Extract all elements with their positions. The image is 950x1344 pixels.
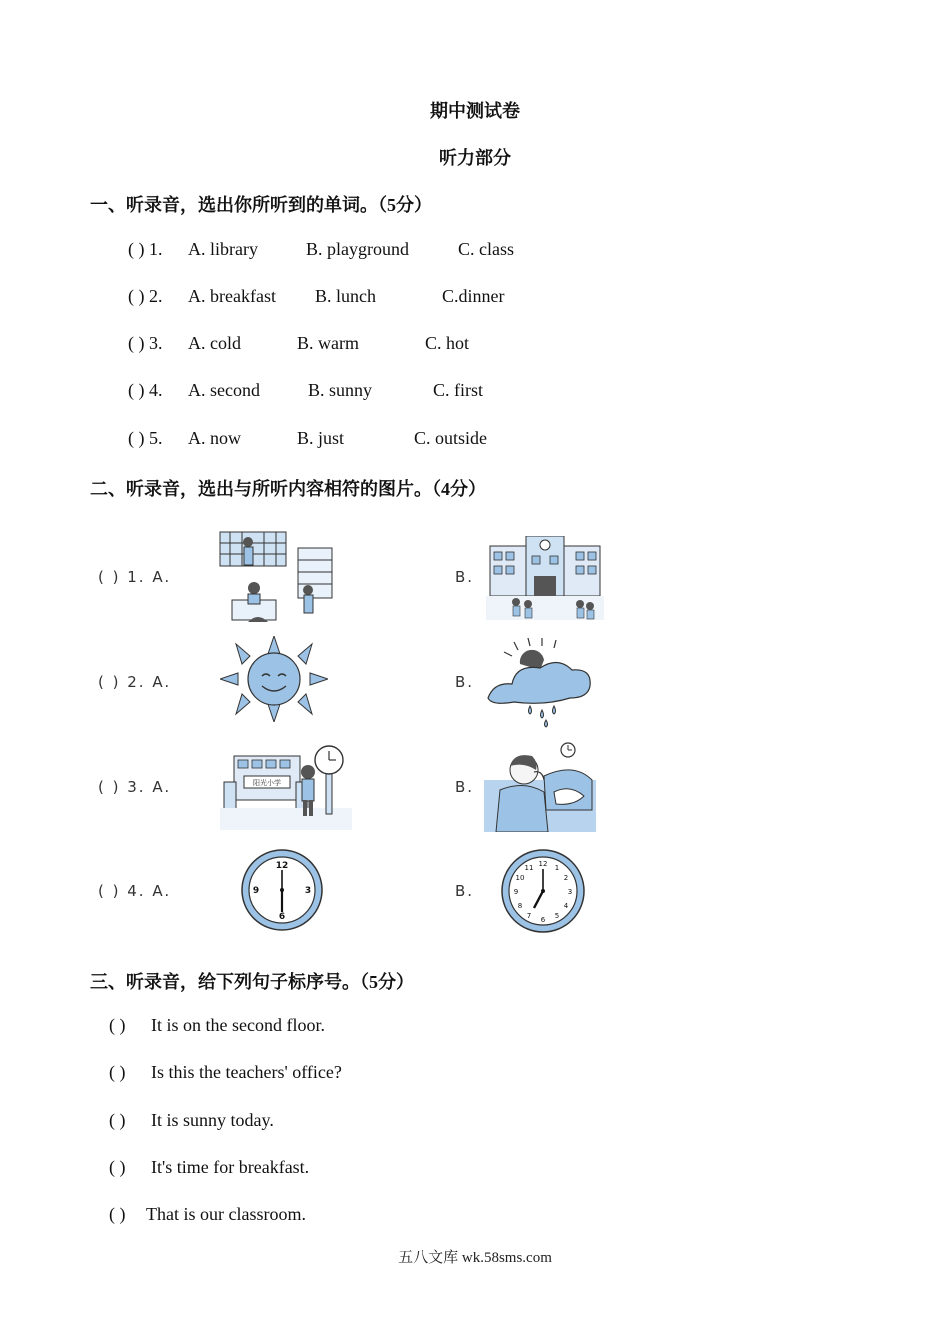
school-gate-image <box>220 742 352 830</box>
clock-number: 11 <box>524 864 534 872</box>
list-item <box>128 380 484 401</box>
item-number: ( ) 4. <box>128 380 163 400</box>
answer-paren: ( ) <box>109 1157 126 1177</box>
gate-sign: 阳光小学 <box>253 779 281 787</box>
option-a: A. second <box>188 380 260 400</box>
library-image <box>218 530 336 622</box>
option-a: A. now <box>188 428 241 448</box>
answer-paren: ( ) <box>109 1204 126 1224</box>
list-item <box>109 1204 306 1225</box>
list-item <box>128 428 488 449</box>
list-item <box>109 1062 342 1083</box>
option-b: B. just <box>297 428 345 448</box>
option-a: A. library <box>188 239 258 259</box>
picture-row-b-label: B. <box>455 568 475 586</box>
boy-waking-image <box>484 740 596 832</box>
picture-row-label: ( ) 4. A. <box>98 882 172 900</box>
clock-number: 3 <box>304 886 312 896</box>
option-b: B. warm <box>297 333 359 353</box>
answer-paren: ( ) <box>109 1015 126 1035</box>
clock-number: 6 <box>278 912 286 922</box>
clock-number: 9 <box>513 888 519 896</box>
picture-row-label: ( ) 1. A. <box>98 568 172 586</box>
clock-number: 10 <box>515 874 525 882</box>
clock-six-image <box>240 848 324 932</box>
clock-number: 7 <box>526 912 532 920</box>
sun-image <box>220 636 328 722</box>
clock-number: 2 <box>563 874 569 882</box>
picture-row-label: ( ) 3. A. <box>98 778 172 796</box>
clock-number: 1 <box>554 864 560 872</box>
sentence-text: It's time for breakfast. <box>151 1157 310 1177</box>
option-b: B. lunch <box>315 286 376 306</box>
clock-number: 4 <box>563 902 569 910</box>
option-c: C.dinner <box>442 286 505 306</box>
section-3-heading: 三、听录音，给下列句子标序号。（5分） <box>90 972 414 992</box>
picture-row-b-label: B. <box>455 882 475 900</box>
section-1-heading: 一、听录音，选出你所听到的单词。（5分） <box>90 195 432 215</box>
option-a: A. cold <box>188 333 241 353</box>
option-c: C. outside <box>414 428 488 448</box>
option-b: B. playground <box>306 239 409 259</box>
item-number: ( ) 2. <box>128 286 163 306</box>
footer-watermark: 五八文库 wk.58sms.com <box>398 1250 552 1266</box>
clock-number: 9 <box>252 886 260 896</box>
clock-number: 12 <box>275 861 289 871</box>
clock-number: 8 <box>517 902 523 910</box>
list-item <box>128 239 514 260</box>
option-c: C. class <box>458 239 514 259</box>
clock-number: 12 <box>538 860 548 868</box>
clock-number: 6 <box>540 916 546 924</box>
picture-row-b-label: B. <box>455 673 475 691</box>
rain-cloud-image <box>484 636 594 728</box>
school-building-image <box>486 536 604 620</box>
clock-number: 3 <box>567 888 573 896</box>
list-item <box>128 333 470 354</box>
picture-row-label: ( ) 2. A. <box>98 673 172 691</box>
answer-paren: ( ) <box>109 1110 126 1130</box>
list-item <box>109 1157 310 1178</box>
sentence-text: It is on the second floor. <box>151 1015 325 1035</box>
sentence-text: Is this the teachers' office? <box>151 1062 342 1082</box>
option-a: A. breakfast <box>188 286 276 306</box>
clock-number: 5 <box>554 912 560 920</box>
section-2-heading: 二、听录音，选出与所听内容相符的图片。（4分） <box>90 479 486 499</box>
answer-paren: ( ) <box>109 1062 126 1082</box>
list-item <box>109 1015 325 1036</box>
picture-row-b-label: B. <box>455 778 475 796</box>
clock-seven-image <box>500 848 586 934</box>
option-c: C. first <box>433 380 484 400</box>
sentence-text: It is sunny today. <box>151 1110 274 1130</box>
list-item <box>128 286 505 307</box>
page-title: 期中测试卷 <box>430 101 520 121</box>
item-number: ( ) 1. <box>128 239 163 259</box>
option-b: B. sunny <box>308 380 373 400</box>
list-item <box>109 1110 274 1131</box>
option-c: C. hot <box>425 333 470 353</box>
page-subtitle: 听力部分 <box>439 148 511 168</box>
sentence-text: That is our classroom. <box>146 1204 306 1224</box>
item-number: ( ) 3. <box>128 333 163 353</box>
item-number: ( ) 5. <box>128 428 163 448</box>
